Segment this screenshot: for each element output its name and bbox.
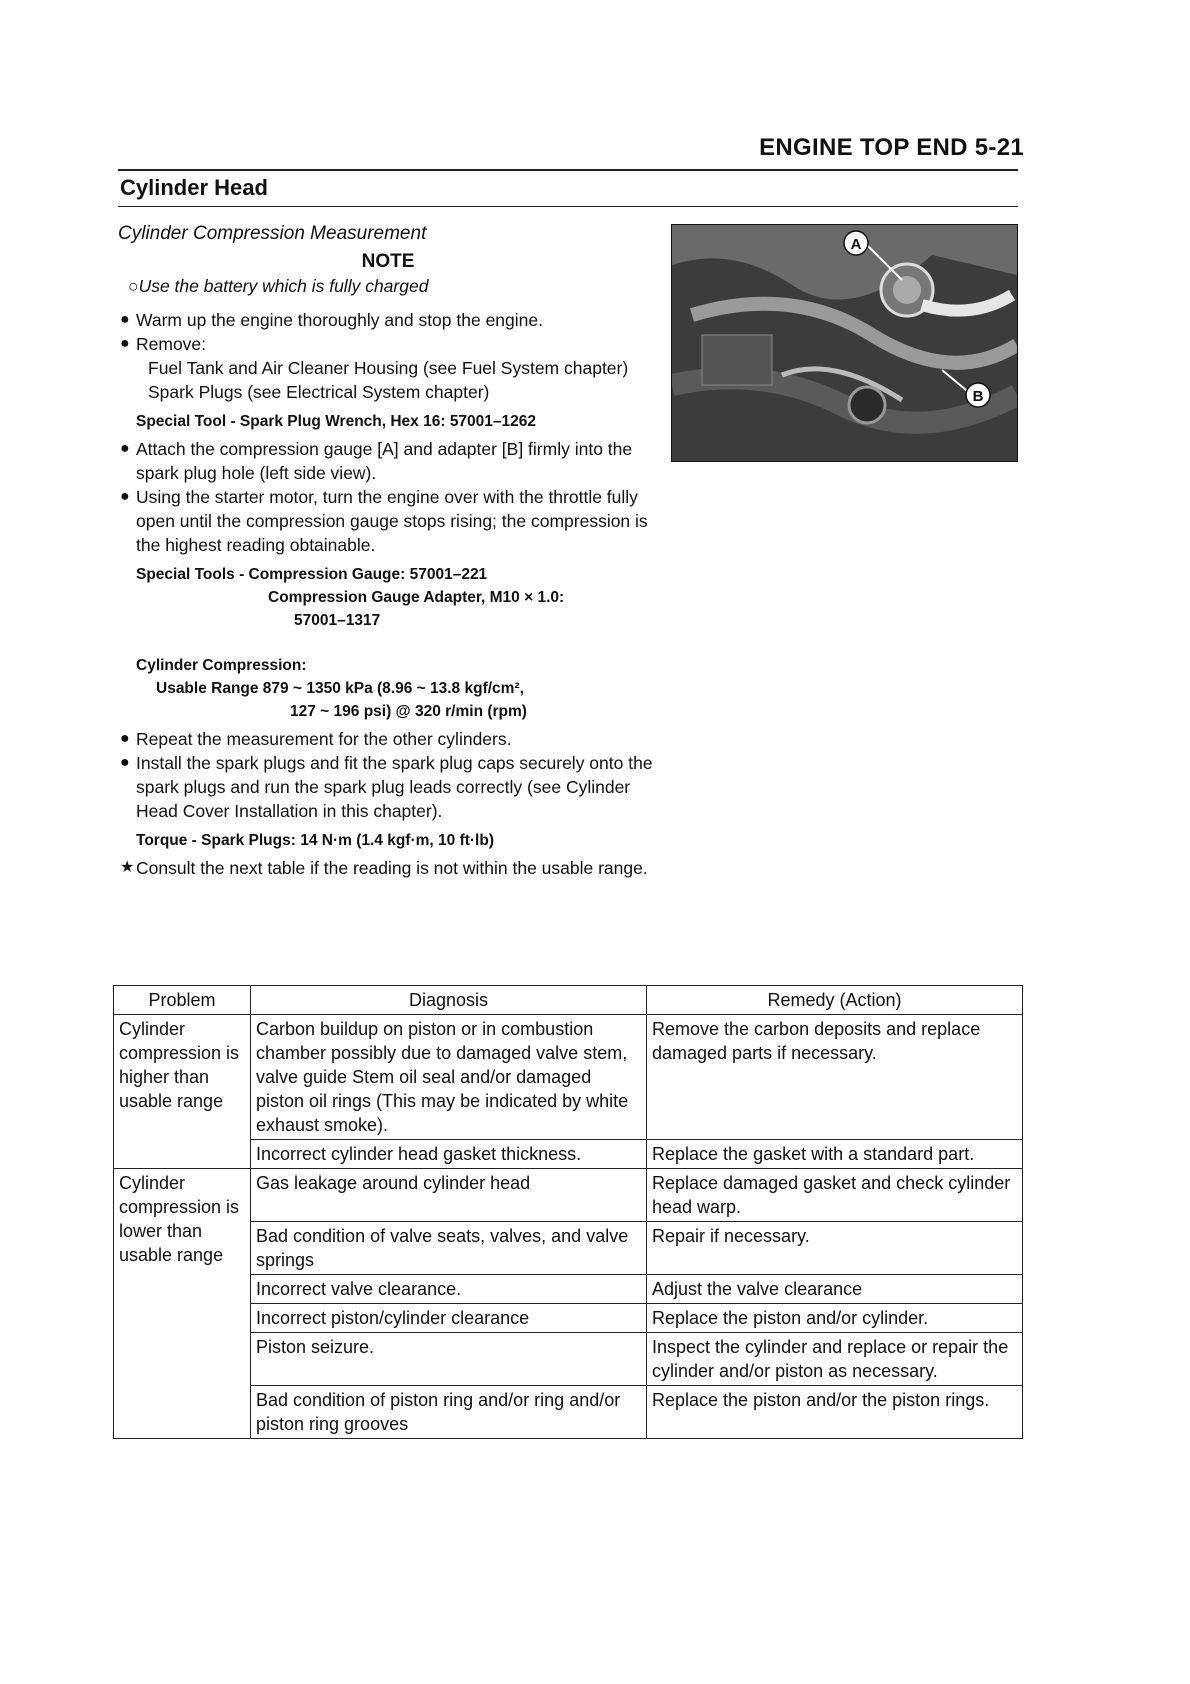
usable-range-line-1: Usable Range 879 ~ 1350 kPa (8.96 ~ 13.8 kgf/cm², xyxy=(156,680,524,697)
table-row xyxy=(114,1386,1023,1439)
diagnosis-cell: Incorrect valve clearance. xyxy=(251,1275,647,1304)
diagnosis-cell: Incorrect cylinder head gasket thickness. xyxy=(251,1140,647,1169)
remedy-cell: Adjust the valve clearance xyxy=(647,1275,1023,1304)
table-row xyxy=(114,1222,1023,1275)
step-repeat: ● Repeat the measurement for the other cylinders. xyxy=(120,729,512,749)
problem-low: Cylinder compression is lower than usable range xyxy=(114,1169,251,1439)
special-tool-wrench: Special Tool - Spark Plug Wrench, Hex 16: 57001–1262 xyxy=(136,413,537,430)
header-diagnosis: Diagnosis xyxy=(251,986,647,1015)
remedy-cell: Replace damaged gasket and check cylinder head warp. xyxy=(647,1169,1023,1222)
remedy-cell: Remove the carbon deposits and replace damaged parts if necessary. xyxy=(647,1015,1023,1140)
remedy-cell: Replace the gasket with a standard part. xyxy=(647,1140,1023,1169)
bullet-icon: ● xyxy=(120,754,130,771)
table-row xyxy=(114,1275,1023,1304)
step-turn-engine: ● Using the starter motor, turn the engine over with the throttle fully open until the compression gauge stops rising; the compression is the highest reading obtainable. xyxy=(120,487,648,555)
usable-range-line-2: 127 ~ 196 psi) @ 320 r/min (rpm) xyxy=(290,703,527,720)
procedure-title: Cylinder Compression Measurement xyxy=(118,223,427,244)
special-tools-gauge xyxy=(118,563,658,632)
header-remedy: Remedy (Action) xyxy=(647,986,1023,1015)
table-row xyxy=(114,1015,1023,1140)
remove-item-fuel-tank: Fuel Tank and Air Cleaner Housing (see Fuel System chapter) xyxy=(148,358,629,378)
troubleshooting-table xyxy=(113,985,1023,1439)
star-icon: ★ xyxy=(120,859,135,876)
remedy-cell: Inspect the cylinder and replace or repair the cylinder and/or piston as necessary. xyxy=(647,1333,1023,1386)
special-tools-line-3: 57001–1317 xyxy=(294,612,381,629)
diagnosis-cell: Bad condition of piston ring and/or ring and/or piston ring grooves xyxy=(251,1386,647,1439)
step-warm-up: ● Warm up the engine thoroughly and stop the engine. xyxy=(120,310,543,330)
engine-photo-illustration xyxy=(672,225,1017,461)
table-row xyxy=(114,1304,1023,1333)
diagnosis-cell: Bad condition of valve seats, valves, and valve springs xyxy=(251,1222,647,1275)
note-heading: NOTE xyxy=(361,251,415,272)
bullet-icon: ● xyxy=(120,730,130,747)
remove-item-spark-plugs: Spark Plugs (see Electrical System chapter) xyxy=(148,382,490,402)
header-rule xyxy=(118,169,1018,171)
bullet-icon: ● xyxy=(120,440,130,457)
bullet-icon: ● xyxy=(120,311,130,328)
engine-photo xyxy=(671,224,1018,462)
procedure-column xyxy=(118,222,658,880)
torque-spec: Torque - Spark Plugs: 14 N·m (1.4 kgf·m, 10 ft·lb) xyxy=(136,832,494,849)
diagnosis-cell: Carbon buildup on piston or in combustion chamber possibly due to damaged valve stem, valve guide Stem oil seal and/or damaged piston oil rings (This may be indicated by white exhaust smoke). xyxy=(251,1015,647,1140)
remedy-cell: Replace the piston and/or the piston rings. xyxy=(647,1386,1023,1439)
note-text: ○Use the battery which is fully charged xyxy=(128,276,429,296)
step-attach-gauge: ● Attach the compression gauge [A] and adapter [B] firmly into the spark plug hole (left side view). xyxy=(120,439,633,483)
step-install-plugs: ● Install the spark plugs and fit the spark plug caps securely onto the spark plugs and run the spark plug leads correctly (see Cylinder Head Cover Installation in this chapter). xyxy=(120,753,653,821)
remedy-cell: Repair if necessary. xyxy=(647,1222,1023,1275)
special-tools-line-1: Special Tools - Compression Gauge: 57001–221 xyxy=(136,566,488,583)
star-note: ★ Consult the next table if the reading is not within the usable range. xyxy=(120,858,648,878)
table-header-row xyxy=(114,986,1023,1015)
problem-high: Cylinder compression is higher than usable range xyxy=(114,1015,251,1169)
special-tools-line-2: Compression Gauge Adapter, M10 × 1.0: xyxy=(268,589,565,606)
section-title: Cylinder Head xyxy=(120,175,268,200)
section-rule xyxy=(118,206,1018,207)
diagnosis-cell: Piston seizure. xyxy=(251,1333,647,1386)
table-row xyxy=(114,1169,1023,1222)
photo-label-b: B xyxy=(972,388,984,405)
chapter-title: ENGINE TOP END 5-21 xyxy=(759,134,1024,161)
table-row xyxy=(114,1140,1023,1169)
header-problem: Problem xyxy=(114,986,251,1015)
table-row xyxy=(114,1333,1023,1386)
remedy-cell: Replace the piston and/or cylinder. xyxy=(647,1304,1023,1333)
diagnosis-cell: Incorrect piston/cylinder clearance xyxy=(251,1304,647,1333)
diagnosis-cell: Gas leakage around cylinder head xyxy=(251,1169,647,1222)
compression-title: Cylinder Compression: xyxy=(136,657,307,674)
step-remove: ● Remove: xyxy=(120,334,207,354)
photo-label-a: A xyxy=(850,236,862,253)
bullet-icon: ● xyxy=(120,335,130,352)
bullet-icon: ● xyxy=(120,488,130,505)
compression-spec xyxy=(118,654,658,723)
